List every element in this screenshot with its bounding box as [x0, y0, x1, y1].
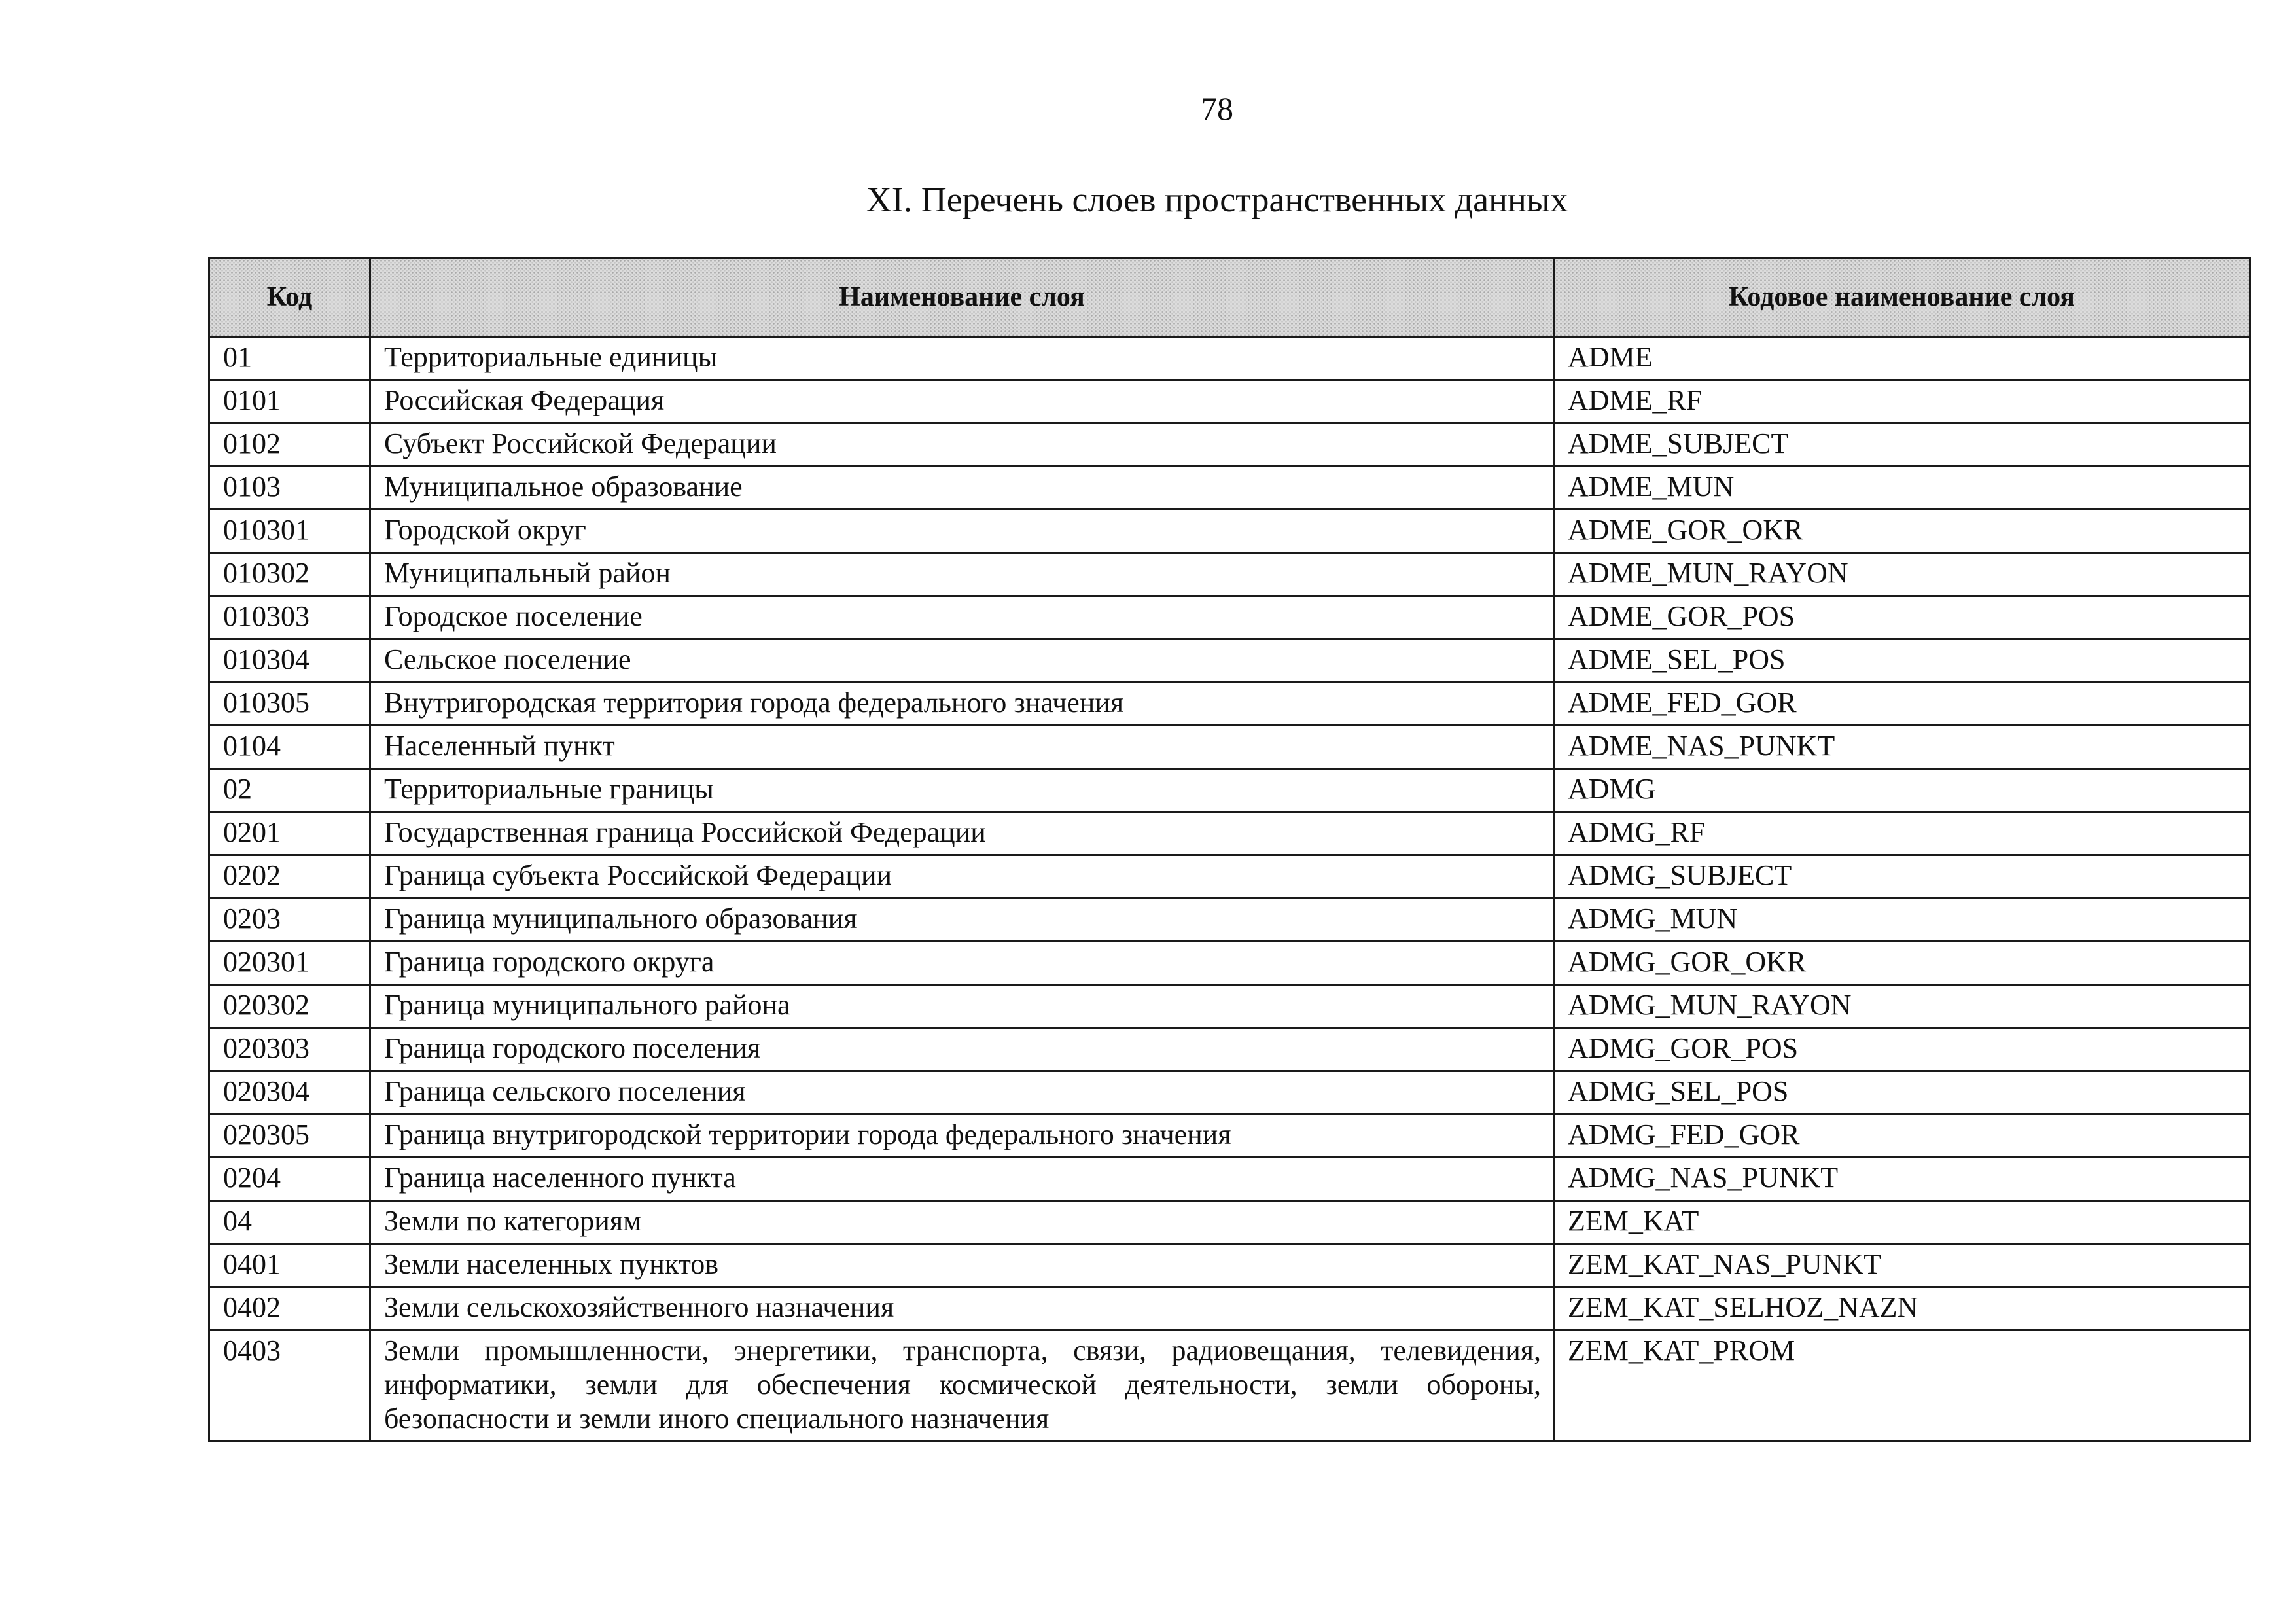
code-cell: 0203 — [209, 899, 370, 942]
name-cell: Земли по категориям — [370, 1201, 1554, 1244]
codename-cell: ADME_MUN_RAYON — [1554, 553, 2250, 596]
name-cell: Внутригородская территория города федерального значения — [370, 683, 1554, 726]
name-cell: Территориальные границы — [370, 769, 1554, 812]
layers-table-container — [208, 257, 2249, 1442]
code-cell: 020304 — [209, 1071, 370, 1115]
table-row — [209, 726, 2250, 769]
table-row — [209, 1201, 2250, 1244]
table-row — [209, 1071, 2250, 1115]
code-cell: 0101 — [209, 380, 370, 423]
codename-cell: ADMG — [1554, 769, 2250, 812]
table-row — [209, 899, 2250, 942]
name-cell: Земли населенных пунктов — [370, 1244, 1554, 1287]
table-row — [209, 1244, 2250, 1287]
code-cell: 0201 — [209, 812, 370, 855]
table-row — [209, 1287, 2250, 1330]
code-cell: 020302 — [209, 985, 370, 1028]
codename-cell: ADME_SUBJECT — [1554, 423, 2250, 467]
code-cell: 020301 — [209, 942, 370, 985]
code-cell: 010303 — [209, 596, 370, 639]
code-cell: 010302 — [209, 553, 370, 596]
table-row — [209, 380, 2250, 423]
name-cell: Граница внутригородской территории города федерального значения — [370, 1115, 1554, 1158]
header-code: Код — [209, 258, 370, 337]
table-row — [209, 812, 2250, 855]
code-cell: 0401 — [209, 1244, 370, 1287]
header-row — [209, 258, 2250, 337]
name-cell: Граница городского округа — [370, 942, 1554, 985]
codename-cell: ZEM_KAT_NAS_PUNKT — [1554, 1244, 2250, 1287]
codename-cell: ADMG_FED_GOR — [1554, 1115, 2250, 1158]
codename-cell: ADME_GOR_POS — [1554, 596, 2250, 639]
code-cell: 01 — [209, 337, 370, 380]
table-row — [209, 985, 2250, 1028]
codename-cell: ADME_MUN — [1554, 467, 2250, 510]
code-cell: 010305 — [209, 683, 370, 726]
code-cell: 04 — [209, 1201, 370, 1244]
table-row — [209, 1115, 2250, 1158]
code-cell: 020303 — [209, 1028, 370, 1071]
layers-table — [208, 257, 2251, 1442]
code-cell: 0102 — [209, 423, 370, 467]
codename-cell: ZEM_KAT_SELHOZ_NAZN — [1554, 1287, 2250, 1330]
name-cell: Земли промышленности, энергетики, транспорта, связи, радиовещания, телевидения, информатики, земли для обеспечения космической деятельности, земли обороны, безопасности и земли иного специального назначения — [370, 1330, 1554, 1441]
table-row — [209, 1028, 2250, 1071]
name-cell: Государственная граница Российской Федерации — [370, 812, 1554, 855]
header-codename: Кодовое наименование слоя — [1554, 258, 2250, 337]
name-cell: Муниципальный район — [370, 553, 1554, 596]
code-cell: 02 — [209, 769, 370, 812]
name-cell: Муниципальное образование — [370, 467, 1554, 510]
codename-cell: ADME_FED_GOR — [1554, 683, 2250, 726]
code-cell: 0202 — [209, 855, 370, 899]
name-cell: Граница населенного пункта — [370, 1158, 1554, 1201]
codename-cell: ADMG_MUN — [1554, 899, 2250, 942]
table-row — [209, 769, 2250, 812]
name-cell: Сельское поселение — [370, 639, 1554, 683]
codename-cell: ADMG_SUBJECT — [1554, 855, 2250, 899]
name-cell: Земли сельскохозяйственного назначения — [370, 1287, 1554, 1330]
code-cell: 020305 — [209, 1115, 370, 1158]
name-cell: Граница муниципального образования — [370, 899, 1554, 942]
codename-cell: ADMG_SEL_POS — [1554, 1071, 2250, 1115]
table-header — [209, 258, 2250, 337]
code-cell: 010304 — [209, 639, 370, 683]
name-cell: Граница сельского поселения — [370, 1071, 1554, 1115]
table-row — [209, 337, 2250, 380]
codename-cell: ADMG_GOR_OKR — [1554, 942, 2250, 985]
table-row — [209, 1158, 2250, 1201]
section-title: XI. Перечень слоев пространственных данных — [866, 180, 1568, 219]
name-cell: Субъект Российской Федерации — [370, 423, 1554, 467]
code-cell: 0104 — [209, 726, 370, 769]
name-cell: Российская Федерация — [370, 380, 1554, 423]
codename-cell: ZEM_KAT — [1554, 1201, 2250, 1244]
table-body — [209, 337, 2250, 1441]
codename-cell: ADMG_RF — [1554, 812, 2250, 855]
name-cell: Населенный пункт — [370, 726, 1554, 769]
table-row — [209, 510, 2250, 553]
codename-cell: ADME — [1554, 337, 2250, 380]
name-cell: Территориальные единицы — [370, 337, 1554, 380]
table-row — [209, 942, 2250, 985]
codename-cell: ADME_SEL_POS — [1554, 639, 2250, 683]
codename-cell: ADME_GOR_OKR — [1554, 510, 2250, 553]
table-row — [209, 1330, 2250, 1441]
name-cell: Граница муниципального района — [370, 985, 1554, 1028]
code-cell: 010301 — [209, 510, 370, 553]
code-cell: 0103 — [209, 467, 370, 510]
codename-cell: ADMG_GOR_POS — [1554, 1028, 2250, 1071]
name-cell: Граница городского поселения — [370, 1028, 1554, 1071]
table-row — [209, 683, 2250, 726]
codename-cell: ADMG_MUN_RAYON — [1554, 985, 2250, 1028]
codename-cell: ADME_RF — [1554, 380, 2250, 423]
code-cell: 0204 — [209, 1158, 370, 1201]
code-cell: 0403 — [209, 1330, 370, 1441]
table-row — [209, 553, 2250, 596]
codename-cell: ADME_NAS_PUNKT — [1554, 726, 2250, 769]
name-cell: Городской округ — [370, 510, 1554, 553]
codename-cell: ADMG_NAS_PUNKT — [1554, 1158, 2250, 1201]
table-row — [209, 855, 2250, 899]
name-cell: Городское поселение — [370, 596, 1554, 639]
name-cell: Граница субъекта Российской Федерации — [370, 855, 1554, 899]
table-row — [209, 596, 2250, 639]
header-name: Наименование слоя — [370, 258, 1554, 337]
code-cell: 0402 — [209, 1287, 370, 1330]
page-number: 78 — [1201, 90, 1233, 127]
codename-cell: ZEM_KAT_PROM — [1554, 1330, 2250, 1441]
table-row — [209, 423, 2250, 467]
table-row — [209, 467, 2250, 510]
table-row — [209, 639, 2250, 683]
